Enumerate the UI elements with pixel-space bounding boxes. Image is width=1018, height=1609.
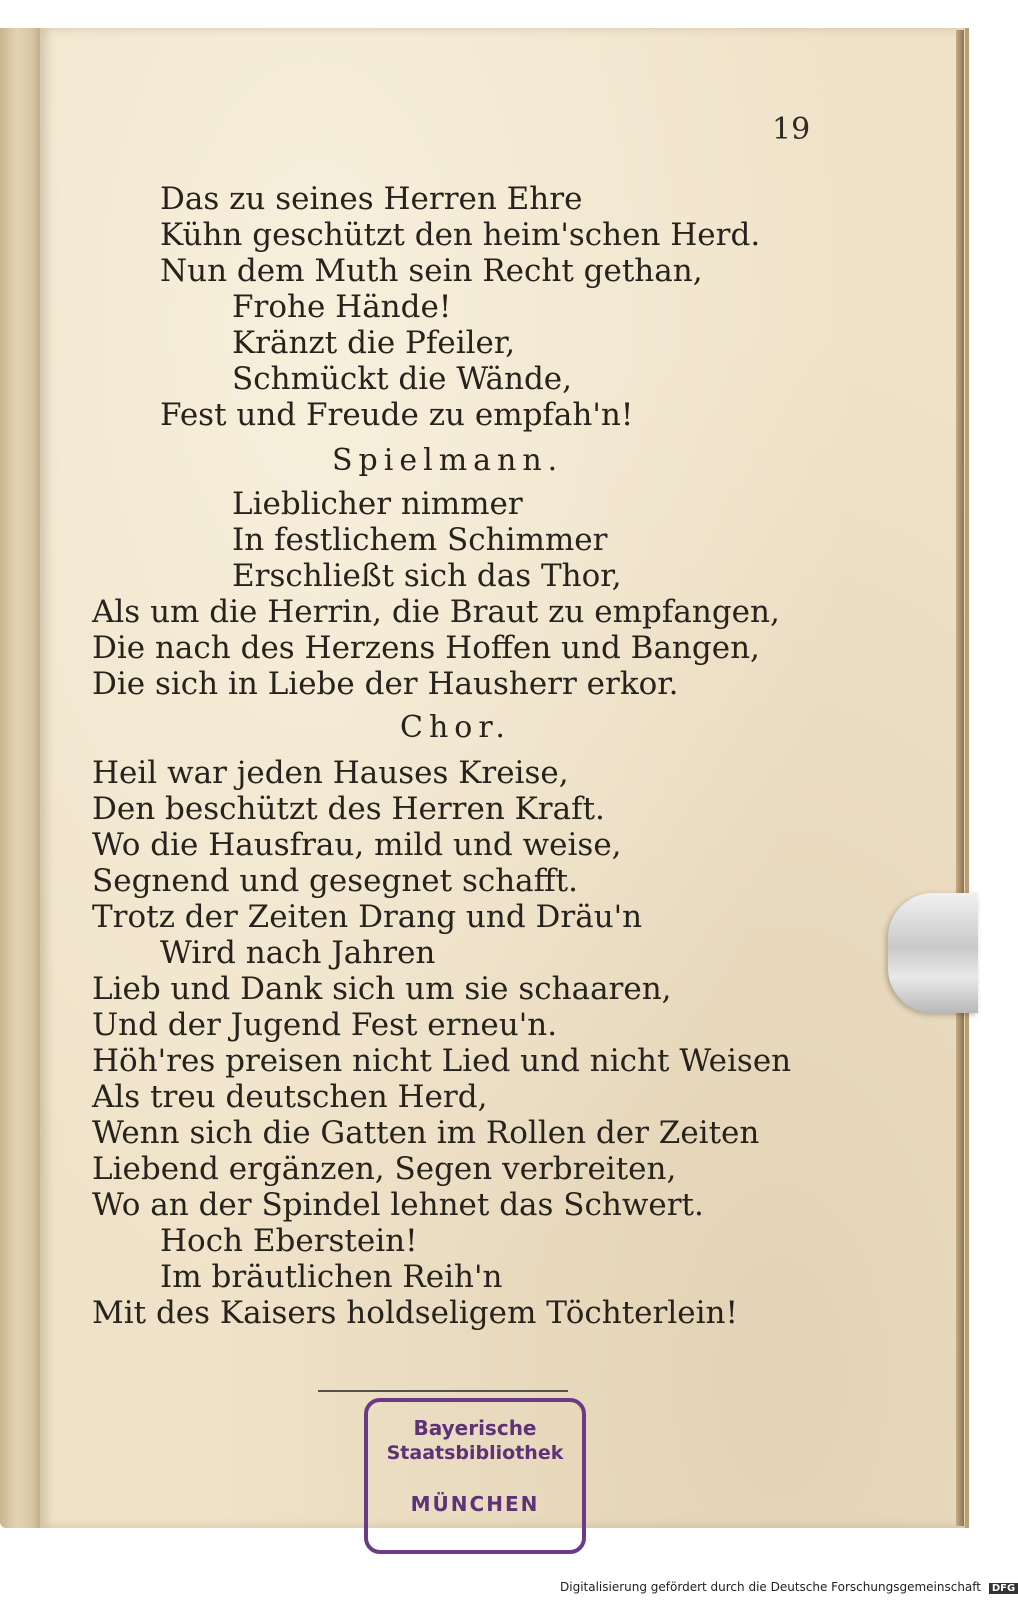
poem-line: Heil war jeden Hauses Kreise, <box>92 755 569 791</box>
poem-line: Als um die Herrin, die Braut zu empfangen, <box>92 594 780 630</box>
stamp-text: MÜNCHEN <box>410 1492 540 1516</box>
poem-line: Segnend und gesegnet schafft. <box>92 863 578 899</box>
stamp-text: Bayerische <box>413 1416 537 1440</box>
poem-line: Nun dem Muth sein Recht gethan, <box>160 253 703 289</box>
footer-text: Digitalisierung gefördert durch die Deutsche Forschungsgemeinschaft <box>560 1580 982 1594</box>
poem-line: Trotz der Zeiten Drang und Dräu'n <box>92 899 643 935</box>
poem-line: Lieb und Dank sich um sie schaaren, <box>92 971 672 1007</box>
poem-line: Als treu deutschen Herd, <box>92 1079 488 1115</box>
poem-line: Höh'res preisen nicht Lied und nicht Weisen <box>92 1043 792 1079</box>
end-rule <box>318 1390 568 1392</box>
page-number: 19 <box>772 112 811 147</box>
poem-line: Erschließt sich das Thor, <box>232 558 622 594</box>
poem-line: Hoch Eberstein! <box>160 1223 418 1259</box>
page-holder-clip <box>888 893 978 1013</box>
poem-line: Das zu seines Herren Ehre <box>160 181 583 217</box>
poem-line: Schmückt die Wände, <box>232 361 573 397</box>
dfg-logo-icon: DFG <box>989 1583 1018 1594</box>
poem-line: In festlichem Schimmer <box>232 522 608 558</box>
poem-line: Lieblicher nimmer <box>232 486 523 522</box>
poem-line: Mit des Kaisers holdseligem Töchterlein! <box>92 1295 738 1331</box>
poem-line: Die nach des Herzens Hoffen und Bangen, <box>92 630 760 666</box>
library-stamp <box>364 1398 586 1554</box>
poem-line: Den beschützt des Herren Kraft. <box>92 791 605 827</box>
poem-line: Fest und Freude zu empfah'n! <box>160 397 634 433</box>
page-fore-edge <box>956 30 964 1526</box>
poem-line: Wenn sich die Gatten im Rollen der Zeiten <box>92 1115 760 1151</box>
stamp-text: Staatsbibliothek <box>386 1442 564 1464</box>
poem-line: Und der Jugend Fest erneu'n. <box>92 1007 558 1043</box>
poem-line: Die sich in Liebe der Hausherr erkor. <box>92 666 679 702</box>
poem-line: Frohe Hände! <box>232 289 452 325</box>
poem-line: Liebend ergänzen, Segen verbreiten, <box>92 1151 677 1187</box>
poem-line: Wird nach Jahren <box>160 935 436 971</box>
adjacent-page-edge <box>0 28 42 1528</box>
poem-line: Wo die Hausfrau, mild und weise, <box>92 827 622 863</box>
speaker-heading: Chor. <box>400 710 511 745</box>
poem-line: Kränzt die Pfeiler, <box>232 325 516 361</box>
speaker-heading: Spielmann. <box>332 443 564 478</box>
digitization-footer <box>560 1580 1016 1594</box>
poem-line: Im bräutlichen Reih'n <box>160 1259 503 1295</box>
poem-line: Wo an der Spindel lehnet das Schwert. <box>92 1187 704 1223</box>
poem-line: Kühn geschützt den heim'schen Herd. <box>160 217 761 253</box>
